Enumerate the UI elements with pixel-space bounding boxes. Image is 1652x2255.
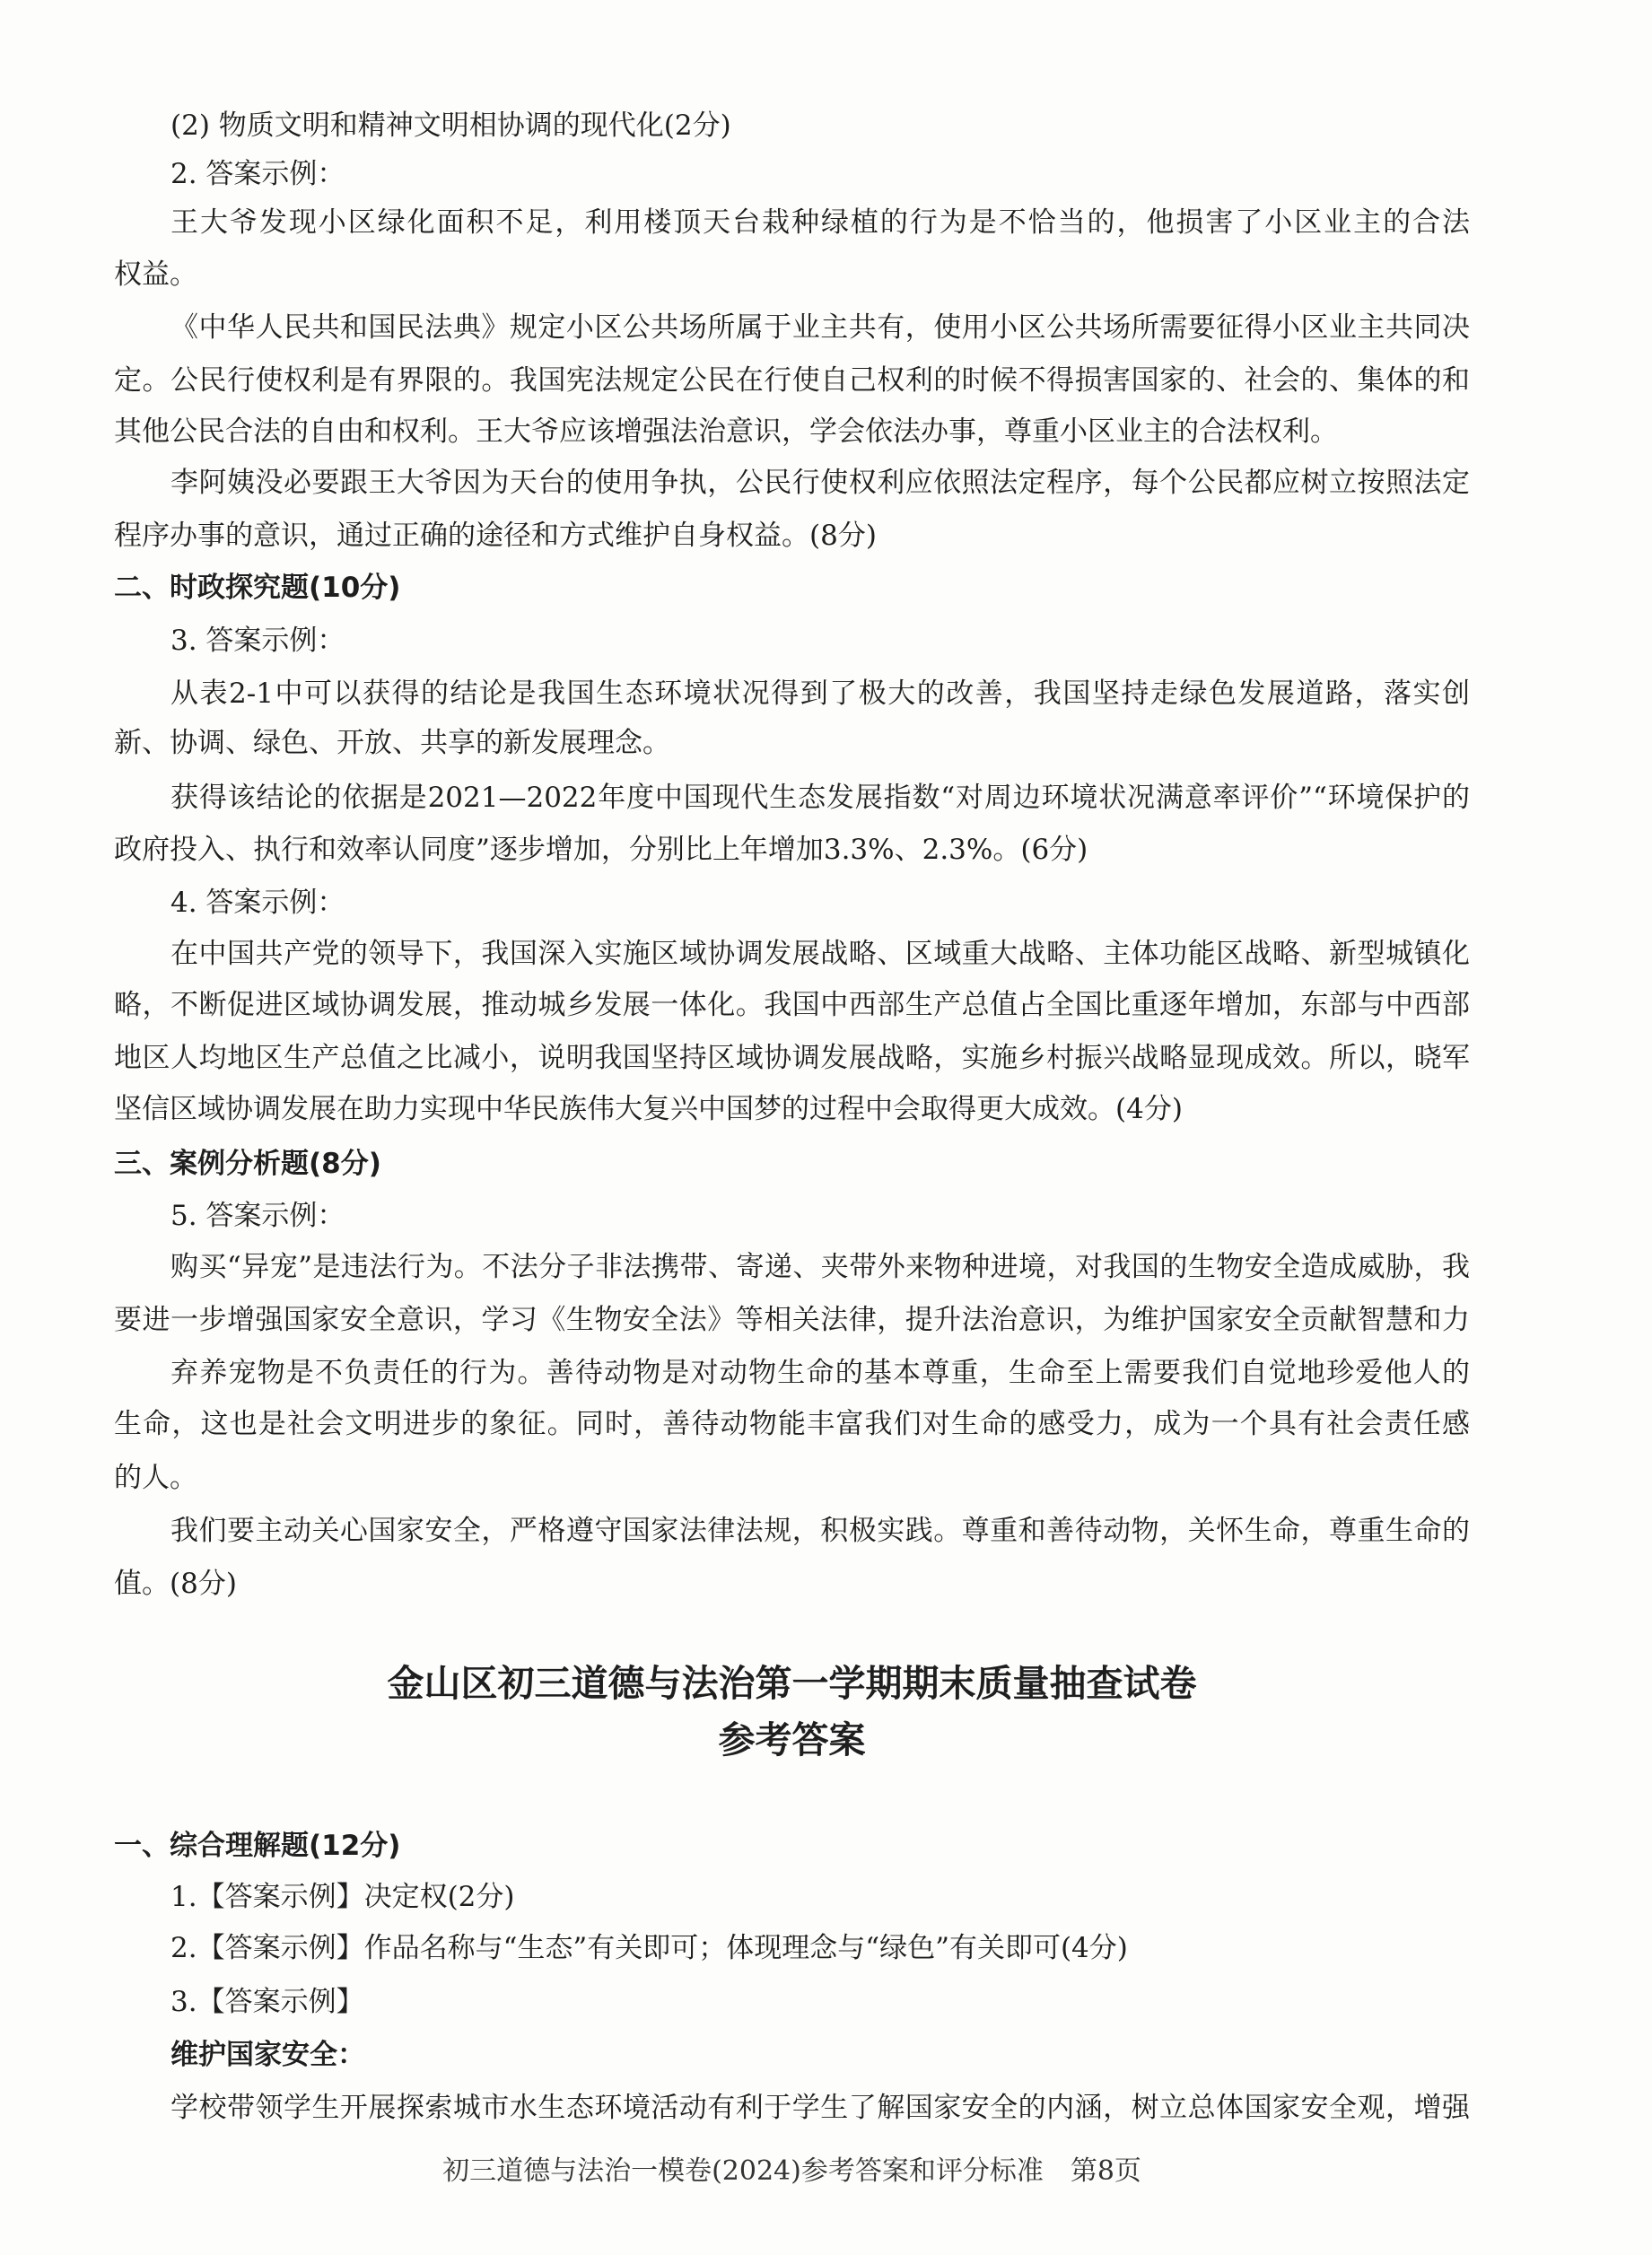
paragraph-line: 我们要主动关心国家安全，严格遵守国家法律法规，积极实践。尊重和善待动物，关怀生命，尊重生命的 [170, 1515, 1470, 1547]
answer-label: 4. 答案示例： [170, 887, 345, 919]
paragraph-line: 王大爷发现小区绿化面积不足，利用楼顶天台栽种绿植的行为是不恰当的，他损害了小区业主的合法 [170, 206, 1470, 239]
paragraph-line: 定。公民行使权利是有界限的。我国宪法规定公民在行使自己权利的时候不得损害国家的、社会的、集体的和 [114, 364, 1470, 397]
paragraph-line: 其他公民合法的自由和权利。王大爷应该增强法治意识，学会依法办事，尊重小区业主的合法权利。 [114, 415, 1338, 448]
paragraph-line: 获得该结论的依据是2021—2022年度中国现代生态发展指数“对周边环境状况满意率评价”“环境保护的 [170, 782, 1470, 814]
paragraph-line: 程序办事的意识，通过正确的途径和方式维护自身权益。(8分) [114, 520, 877, 552]
paragraph-line: 值。(8分) [114, 1568, 237, 1600]
paragraph-line: 权益。 [114, 258, 197, 291]
page-footer: 初三道德与法治一模卷(2024)参考答案和评分标准 第8页 [442, 2155, 1141, 2187]
answer-label: 2. 答案示例： [170, 158, 345, 190]
paragraph-line: 略，不断促进区域协调发展，推动城乡发展一体化。我国中西部生产总值占全国比重逐年增加，东部与中西部 [114, 989, 1470, 1021]
paragraph-line: 弃养宠物是不负责任的行为。善待动物是对动物生命的基本尊重，生命至上需要我们自觉地珍爱他人的 [170, 1357, 1470, 1389]
answer-label: 5. 答案示例： [170, 1200, 345, 1232]
subanswer: (2) 物质文明和精神文明相协调的现代化(2分) [170, 109, 731, 142]
paragraph-line: 要进一步增强国家安全意识，学习《生物安全法》等相关法律，提升法治意识，为维护国家安全贡献智慧和力 [114, 1304, 1470, 1336]
section-heading: 一、综合理解题(12分) [114, 1830, 401, 1862]
paragraph-line: 新、协调、绿色、开放、共享的新发展理念。 [114, 727, 670, 759]
paragraph-line: 政府投入、执行和效率认同度”逐步增加，分别比上年增加3.3%、2.3%。(6分) [114, 834, 1088, 866]
answer-item: 3.【答案示例】 [170, 1986, 364, 2018]
paragraph-line: 《中华人民共和国民法典》规定小区公共场所属于业主共有，使用小区公共场所需要征得小区业主共同决 [170, 311, 1470, 344]
paragraph-line: 学校带领学生开展探索城市水生态环境活动有利于学生了解国家安全的内涵，树立总体国家安全观，增强 [170, 2092, 1470, 2124]
paragraph-line: 生命，这也是社会文明进步的象征。同时，善待动物能丰富我们对生命的感受力，成为一个具有社会责任感 [114, 1408, 1470, 1440]
section-heading: 二、时政探究题(10分) [114, 572, 401, 604]
paragraph-line: 地区人均地区生产总值之比减小，说明我国坚持区域协调发展战略，实施乡村振兴战略显现成效。所以，晓军 [114, 1042, 1470, 1074]
answer-item: 2.【答案示例】作品名称与“生态”有关即可；体现理念与“绿色”有关即可(4分) [170, 1932, 1128, 1964]
subheading: 维护国家安全： [170, 2039, 365, 2071]
paragraph-line: 购买“异宠”是违法行为。不法分子非法携带、寄递、夹带外来物种进境，对我国的生物安全造成威胁，我 [170, 1251, 1470, 1283]
document-subtitle: 参考答案 [718, 1718, 866, 1761]
paragraph-line: 从表2-1中可以获得的结论是我国生态环境状况得到了极大的改善，我国坚持走绿色发展道路，落实创 [170, 677, 1470, 710]
paragraph-line: 的人。 [114, 1462, 197, 1494]
paragraph-line: 坚信区域协调发展在助力实现中华民族伟大复兴中国梦的过程中会取得更大成效。(4分) [114, 1093, 1183, 1125]
document-title: 金山区初三道德与法治第一学期期末质量抽查试卷 [387, 1662, 1197, 1705]
answer-item: 1.【答案示例】决定权(2分) [170, 1881, 515, 1913]
section-heading: 三、案例分析题(8分) [114, 1148, 381, 1180]
answer-label: 3. 答案示例： [170, 625, 345, 657]
paragraph-line: 李阿姨没必要跟王大爷因为天台的使用争执，公民行使权利应依照法定程序，每个公民都应树立按照法定 [170, 467, 1470, 499]
paragraph-line: 在中国共产党的领导下，我国深入实施区域协调发展战略、区域重大战略、主体功能区战略、新型城镇化 [170, 938, 1470, 970]
